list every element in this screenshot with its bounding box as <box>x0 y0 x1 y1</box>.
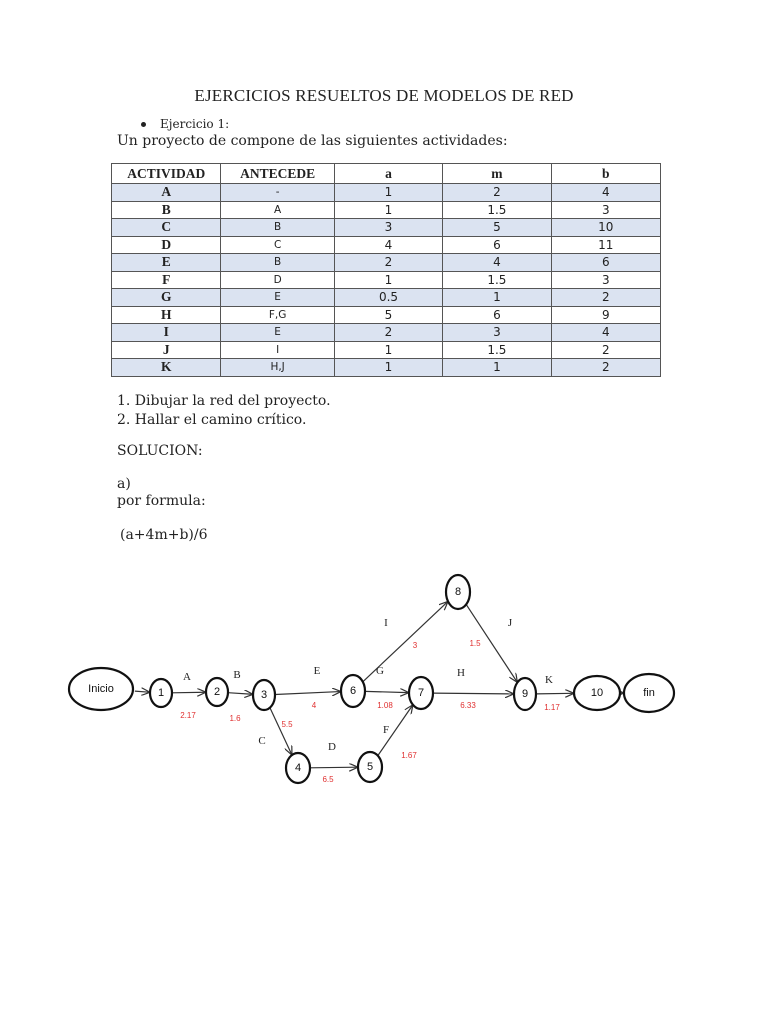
cell-m: 3 <box>443 324 551 342</box>
node-label: Inicio <box>88 683 114 695</box>
cell-antecede: B <box>221 219 334 237</box>
intro-text: Un proyecto de compone de las siguientes actividades: <box>117 133 508 149</box>
cell-m: 1.5 <box>443 201 551 219</box>
duration-label: 3 <box>412 641 418 650</box>
project-network-diagram <box>60 560 710 810</box>
cell-a: 1 <box>334 341 442 359</box>
part-a-label: a) <box>117 476 131 492</box>
network-node <box>341 675 365 707</box>
table-row <box>112 359 661 377</box>
cell-b: 4 <box>551 184 660 202</box>
exercise-bullet <box>141 117 229 131</box>
duration-label: 6.33 <box>460 701 476 710</box>
table-header-row <box>112 164 661 184</box>
cell-m: 1.5 <box>443 341 551 359</box>
cell-a: 4 <box>334 236 442 254</box>
cell-b: 6 <box>551 254 660 272</box>
cell-activity: B <box>112 201 221 219</box>
cell-antecede: H,J <box>221 359 334 377</box>
duration-label: 1.5 <box>469 639 481 648</box>
questions <box>117 392 331 430</box>
activity-label: G <box>376 665 384 677</box>
cell-antecede: C <box>221 236 334 254</box>
activity-label: A <box>183 671 191 683</box>
header-m: m <box>443 164 551 184</box>
cell-b: 10 <box>551 219 660 237</box>
cell-a: 1 <box>334 359 442 377</box>
duration-label: 1.08 <box>377 701 393 710</box>
table-row <box>112 341 661 359</box>
node-label: 7 <box>417 687 425 699</box>
duration-label: 1.17 <box>544 703 560 712</box>
cell-activity: I <box>112 324 221 342</box>
cell-activity: E <box>112 254 221 272</box>
cell-m: 5 <box>443 219 551 237</box>
header-b: b <box>551 164 660 184</box>
network-edge <box>433 693 513 694</box>
cell-b: 2 <box>551 341 660 359</box>
activity-label: H <box>457 667 465 679</box>
formula: (a+4m+b)/6 <box>120 527 208 543</box>
cell-a: 2 <box>334 324 442 342</box>
cell-a: 3 <box>334 219 442 237</box>
table-row <box>112 254 661 272</box>
activity-label: K <box>545 674 553 686</box>
cell-antecede: F,G <box>221 306 334 324</box>
cell-b: 4 <box>551 324 660 342</box>
activity-label: J <box>507 617 513 629</box>
activity-label: C <box>258 735 266 747</box>
header-antecede: ANTECEDE <box>221 164 334 184</box>
cell-b: 2 <box>551 359 660 377</box>
node-label: fin <box>643 687 655 699</box>
cell-a: 1 <box>334 201 442 219</box>
network-node <box>286 753 310 783</box>
network-edge <box>228 693 252 695</box>
part-a <box>117 476 206 510</box>
node-label: 4 <box>294 762 302 774</box>
table-row <box>112 219 661 237</box>
cell-antecede: A <box>221 201 334 219</box>
node-label: 8 <box>454 586 462 598</box>
network-node <box>446 575 470 609</box>
cell-activity: C <box>112 219 221 237</box>
duration-label: 4 <box>311 701 317 710</box>
cell-a: 0.5 <box>334 289 442 307</box>
cell-b: 11 <box>551 236 660 254</box>
network-node <box>624 674 674 712</box>
network-edge <box>275 692 340 695</box>
activity-label: B <box>233 669 241 681</box>
network-edge <box>365 691 408 692</box>
network-edge <box>363 602 447 682</box>
network-node <box>69 668 133 710</box>
table-row <box>112 306 661 324</box>
cell-m: 6 <box>443 236 551 254</box>
network-edge <box>135 691 149 692</box>
cell-activity: G <box>112 289 221 307</box>
table-row <box>112 184 661 202</box>
cell-b: 3 <box>551 271 660 289</box>
cell-b: 2 <box>551 289 660 307</box>
cell-antecede: E <box>221 324 334 342</box>
cell-a: 2 <box>334 254 442 272</box>
activity-label: E <box>313 665 321 677</box>
cell-antecede: B <box>221 254 334 272</box>
node-label: 10 <box>590 687 604 699</box>
table-row <box>112 201 661 219</box>
network-node <box>253 680 275 710</box>
table-body <box>112 184 661 377</box>
cell-activity: H <box>112 306 221 324</box>
cell-a: 1 <box>334 184 442 202</box>
cell-activity: A <box>112 184 221 202</box>
cell-antecede: E <box>221 289 334 307</box>
cell-m: 1.5 <box>443 271 551 289</box>
solution-label: SOLUCION: <box>117 443 203 459</box>
cell-m: 1 <box>443 359 551 377</box>
cell-m: 2 <box>443 184 551 202</box>
cell-a: 1 <box>334 271 442 289</box>
activity-label: F <box>382 724 390 736</box>
node-label: 2 <box>213 686 221 698</box>
activity-label: D <box>328 741 336 753</box>
activity-label: I <box>384 617 388 629</box>
duration-label: 1.67 <box>401 751 417 760</box>
duration-label: 6.5 <box>322 775 334 784</box>
activities-table <box>111 163 661 377</box>
cell-antecede: I <box>221 341 334 359</box>
network-node <box>150 679 172 707</box>
cell-a: 5 <box>334 306 442 324</box>
cell-activity: J <box>112 341 221 359</box>
network-node <box>206 678 228 706</box>
network-node <box>409 677 433 709</box>
duration-label: 2.17 <box>180 711 196 720</box>
cell-b: 3 <box>551 201 660 219</box>
node-label: 6 <box>349 685 357 697</box>
cell-antecede: - <box>221 184 334 202</box>
network-edge <box>536 693 573 694</box>
node-label: 3 <box>260 689 268 701</box>
network-node <box>514 678 536 710</box>
page-title: EJERCICIOS RESUELTOS DE MODELOS DE RED <box>194 86 574 105</box>
table-row <box>112 236 661 254</box>
header-a: a <box>334 164 442 184</box>
cell-antecede: D <box>221 271 334 289</box>
cell-b: 9 <box>551 306 660 324</box>
bullet-dot-icon <box>141 122 146 127</box>
exercise-label: Ejercicio 1: <box>160 117 230 131</box>
cell-m: 4 <box>443 254 551 272</box>
cell-activity: F <box>112 271 221 289</box>
node-label: 9 <box>521 688 529 700</box>
cell-activity: K <box>112 359 221 377</box>
network-node <box>358 752 382 782</box>
network-edge <box>172 692 205 693</box>
network-nodes <box>69 575 674 783</box>
question-1: 1. Dibujar la red del proyecto. <box>117 393 331 409</box>
cell-m: 6 <box>443 306 551 324</box>
cell-activity: D <box>112 236 221 254</box>
duration-label: 5.5 <box>281 720 293 729</box>
cell-m: 1 <box>443 289 551 307</box>
table-row <box>112 289 661 307</box>
network-node <box>574 676 620 710</box>
duration-label: 1.6 <box>229 714 241 723</box>
table-row <box>112 271 661 289</box>
question-2: 2. Hallar el camino crítico. <box>117 412 307 428</box>
formula-label: por formula: <box>117 493 206 509</box>
table-row <box>112 324 661 342</box>
node-label: 1 <box>157 687 165 699</box>
network-edge <box>270 708 292 754</box>
header-activity: ACTIVIDAD <box>112 164 221 184</box>
node-label: 5 <box>366 761 374 773</box>
network-edge <box>310 767 357 768</box>
